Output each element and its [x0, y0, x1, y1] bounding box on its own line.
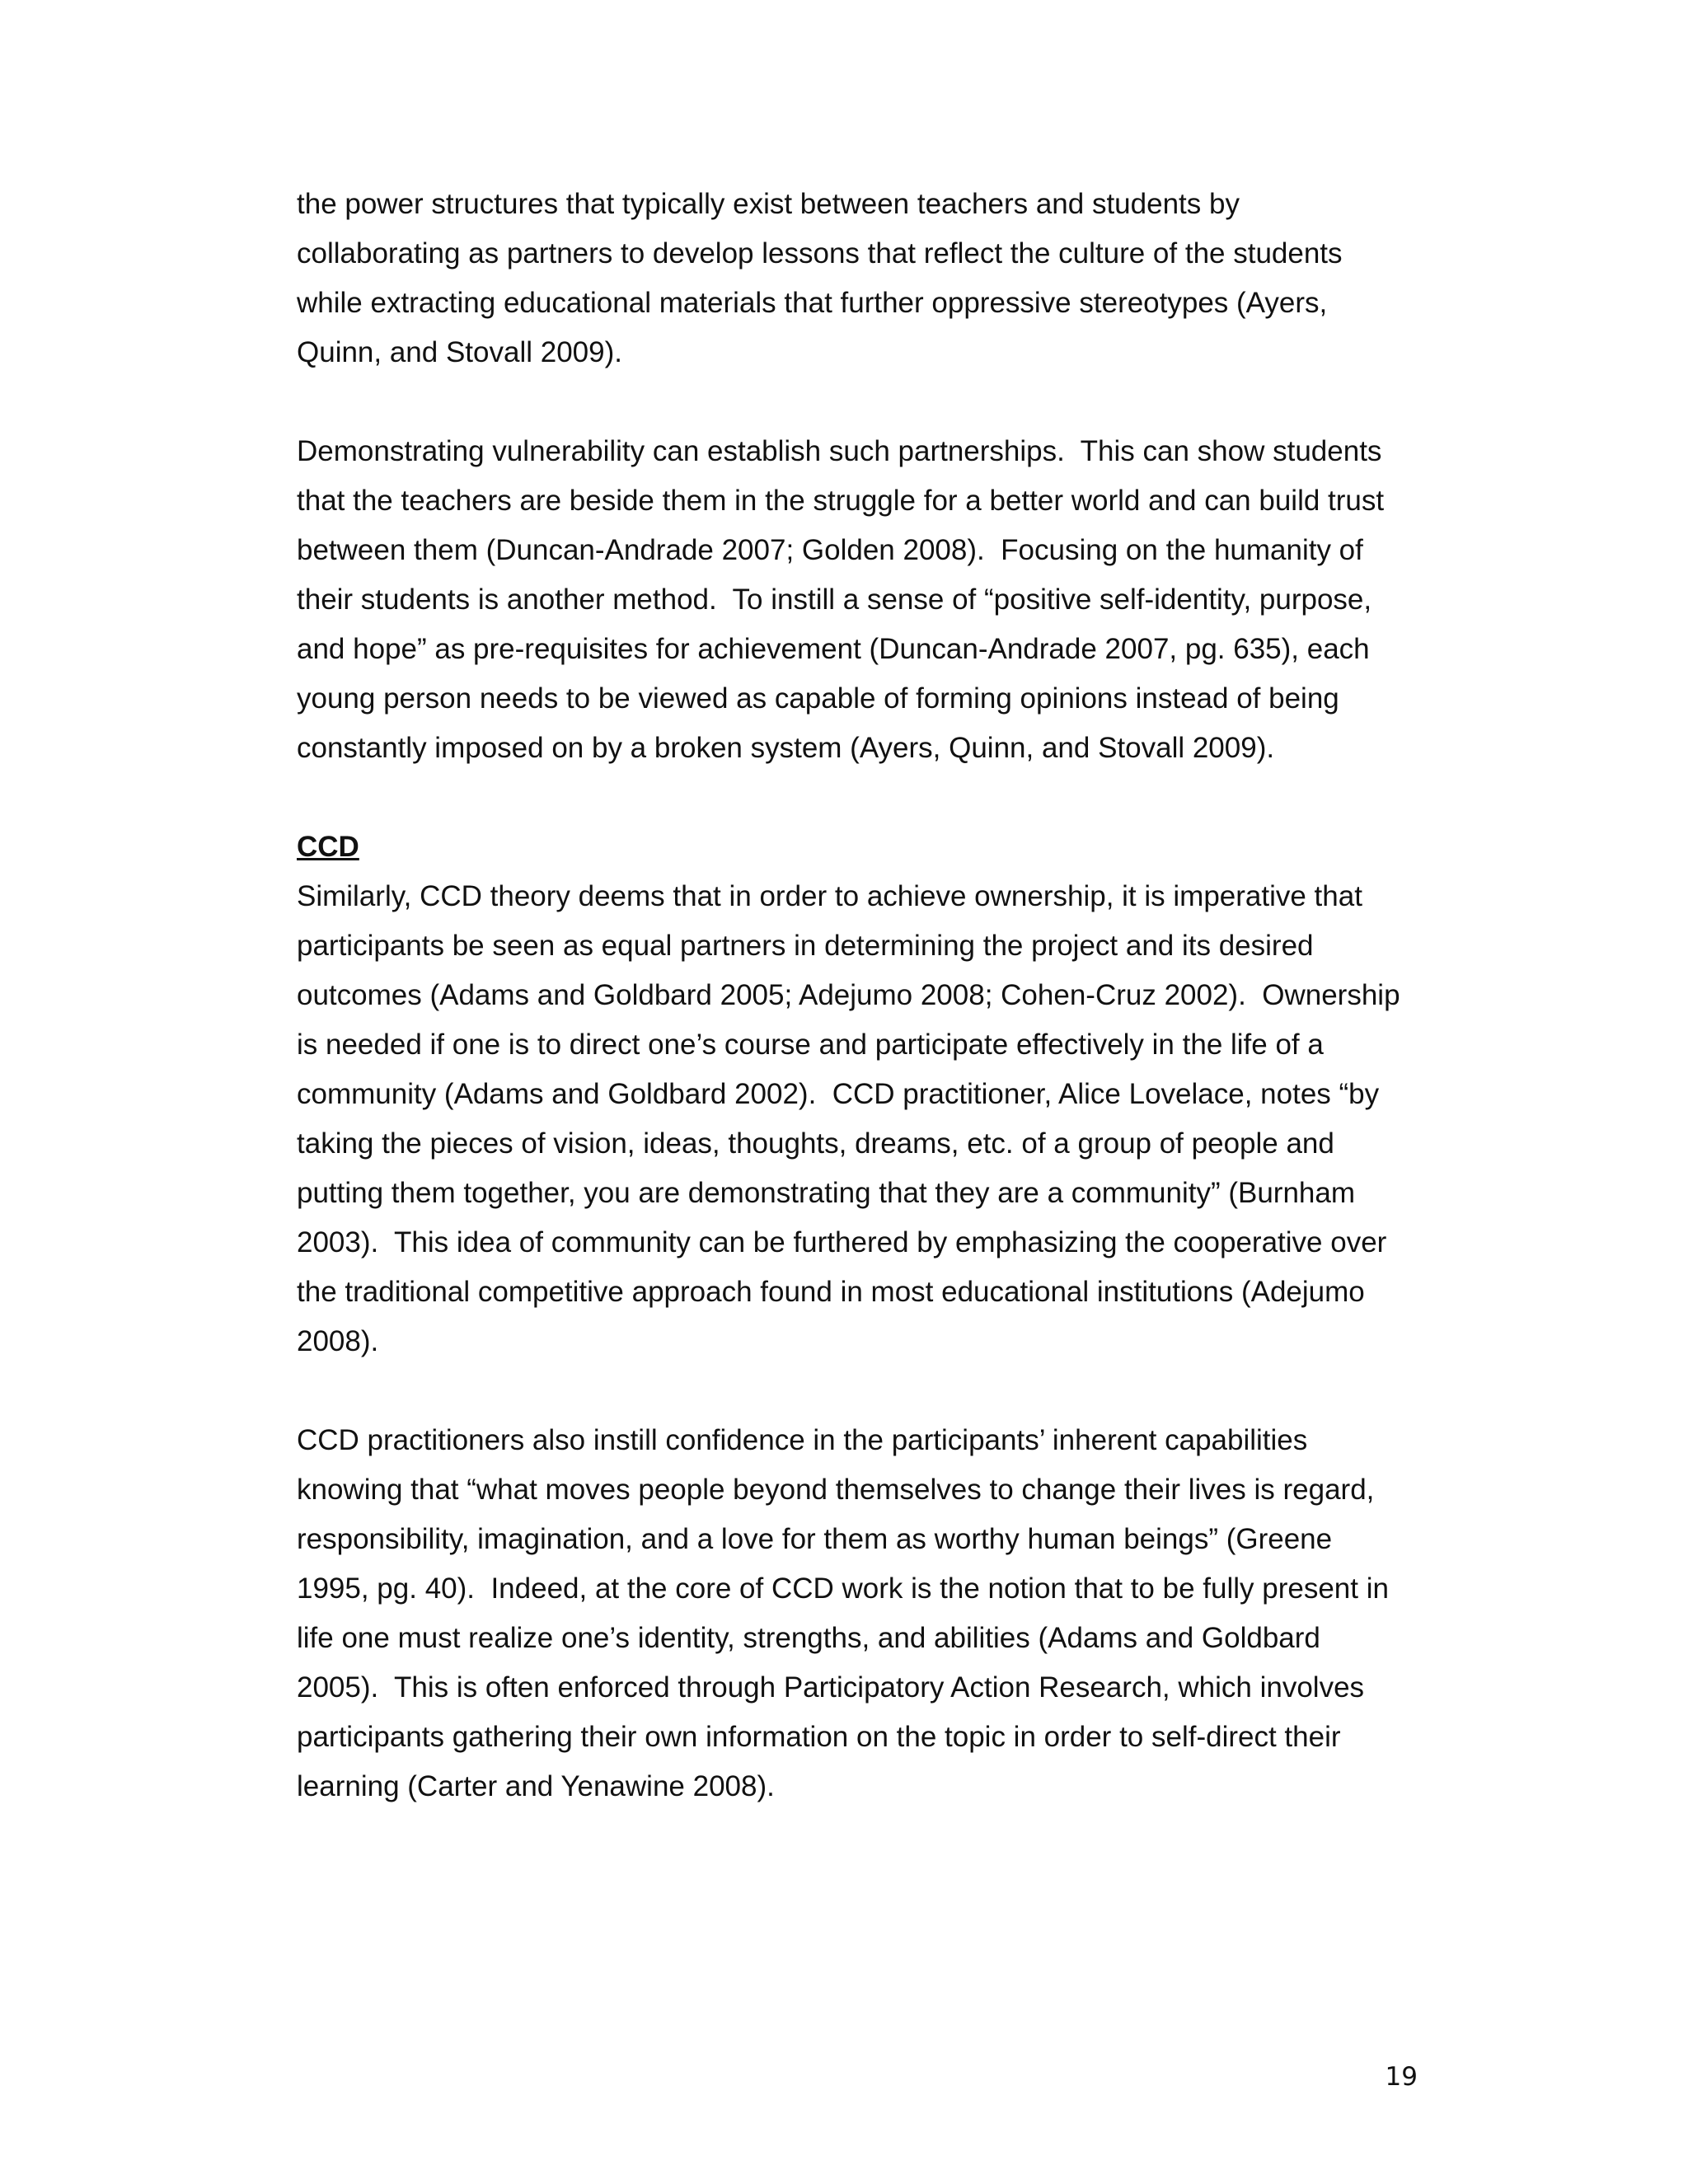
text-line: Demonstrating vulnerability can establish such partnerships. This can show students: [297, 435, 1382, 467]
text-line: the power structures that typically exist between teachers and students by: [297, 188, 1240, 220]
text-line: responsibility, imagination, and a love for them as worthy human beings” (Greene: [297, 1523, 1333, 1555]
text-line: participants be seen as equal partners in determining the project and its desired: [297, 930, 1314, 962]
text-line: collaborating as partners to develop lessons that reflect the culture of the students: [297, 237, 1343, 269]
text-line: 2008).: [297, 1325, 379, 1357]
paragraph-vulnerability: [297, 427, 1401, 773]
section-heading: CCD: [297, 831, 359, 863]
text-line: life one must realize one’s identity, strengths, and abilities (Adams and Goldbard: [297, 1622, 1320, 1654]
text-line: 1995, pg. 40). Indeed, at the core of CCD work is the notion that to be fully present in: [297, 1572, 1389, 1605]
text-line: learning (Carter and Yenawine 2008).: [297, 1770, 775, 1802]
text-line: community (Adams and Goldbard 2002). CCD practitioner, Alice Lovelace, notes “by: [297, 1078, 1380, 1110]
text-line: Quinn, and Stovall 2009).: [297, 336, 622, 368]
text-line: and hope” as pre-requisites for achievement (Duncan-Andrade 2007, pg. 635), each: [297, 633, 1370, 665]
text-line: Similarly, CCD theory deems that in order to achieve ownership, it is imperative that: [297, 880, 1362, 912]
text-line: between them (Duncan-Andrade 2007; Golden 2008). Focusing on the humanity of: [297, 534, 1363, 566]
text-line: young person needs to be viewed as capable of forming opinions instead of being: [297, 682, 1339, 715]
paragraph-ccd-ownership: [297, 823, 1401, 1366]
text-line: 2005). This is often enforced through Participatory Action Research, which involves: [297, 1671, 1365, 1704]
text-line: putting them together, you are demonstrating that they are a community” (Burnham: [297, 1177, 1356, 1209]
text-line: their students is another method. To instill a sense of “positive self-identity, purpose,: [297, 583, 1372, 616]
page-body: [297, 180, 1401, 1861]
text-line: knowing that “what moves people beyond themselves to change their lives is regard,: [297, 1474, 1375, 1506]
page-number: 19: [1385, 2062, 1418, 2092]
text-line: CCD practitioners also instill confidence in the participants’ inherent capabilities: [297, 1424, 1308, 1456]
paragraph-power-structures: [297, 180, 1401, 377]
text-line: taking the pieces of vision, ideas, thoughts, dreams, etc. of a group of people and: [297, 1127, 1334, 1160]
text-line: the traditional competitive approach found in most educational institutions (Adejumo: [297, 1276, 1365, 1308]
text-line: participants gathering their own information on the topic in order to self-direct their: [297, 1721, 1341, 1753]
text-line: is needed if one is to direct one’s course and participate effectively in the life of a: [297, 1029, 1324, 1061]
text-line: constantly imposed on by a broken system (Ayers, Quinn, and Stovall 2009).: [297, 732, 1275, 764]
text-line: while extracting educational materials that further oppressive stereotypes (Ayers,: [297, 287, 1328, 319]
text-line: 2003). This idea of community can be furthered by emphasizing the cooperative over: [297, 1226, 1387, 1258]
text-line: outcomes (Adams and Goldbard 2005; Adejumo 2008; Cohen-Cruz 2002). Ownership: [297, 979, 1400, 1011]
paragraph-ccd-confidence: [297, 1416, 1401, 1811]
text-line: that the teachers are beside them in the struggle for a better world and can build trust: [297, 485, 1385, 517]
